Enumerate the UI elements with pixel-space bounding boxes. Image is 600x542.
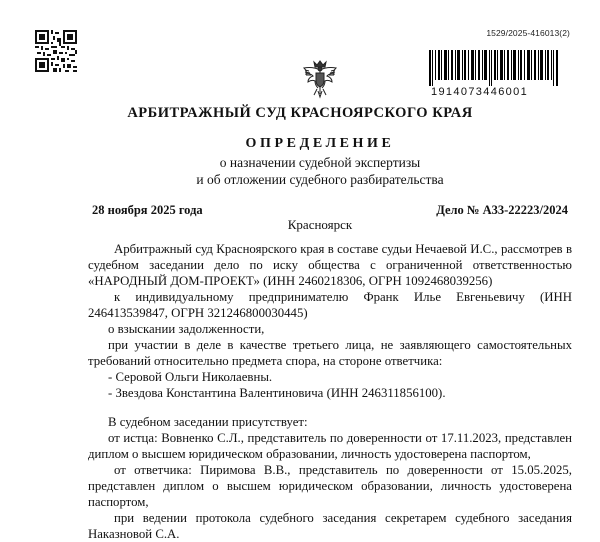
paragraph-defendant-rep: от ответчика: Пиримова В.В., представитель по доверенности от 15.05.2025, представлен диплом о высшем юридическом образовании, личность удостоверена паспортом, xyxy=(88,463,572,509)
coat-of-arms-icon xyxy=(300,58,340,100)
document-subtitle-line2: и об отложении судебного разбирательства xyxy=(196,172,444,187)
document-date: 28 ноября 2025 года xyxy=(92,203,203,217)
qr-code-icon xyxy=(35,30,77,72)
document-subtitle-line1: о назначении судебной экспертизы xyxy=(219,155,421,170)
document-body xyxy=(88,241,572,542)
document-title: ОПРЕДЕЛЕНИЕ xyxy=(245,136,395,151)
paragraph-attendance-heading: В судебном заседании присутствует: xyxy=(108,415,308,429)
paragraph-gap xyxy=(88,401,572,414)
court-name: АРБИТРАЖНЫЙ СУД КРАСНОЯРСКОГО КРАЯ xyxy=(127,105,473,121)
paragraph-third-party-1: - Серовой Ольги Николаевны. xyxy=(108,370,273,384)
paragraph-claim: о взыскании задолженности, xyxy=(108,322,265,336)
city: Красноярск xyxy=(287,217,353,232)
barcode-icon xyxy=(429,50,558,86)
paragraph-third-party: при участии в деле в качестве третьего лица, не заявляющего самостоятельных требований относительно предмета спора, на стороне ответчика: xyxy=(88,338,572,368)
document-id: 1529/2025-416013(2) xyxy=(486,28,570,38)
case-number: Дело № А33-22223/2024 xyxy=(436,203,568,217)
paragraph-defendant: к индивидуальному предпринимателю Франк Илье Евгеньевичу (ИНН 246413539847, ОГРН 321246800030445) xyxy=(88,290,572,320)
paragraph-secretary: при ведении протокола судебного заседания секретарем судебного заседания Наказновой С.А. xyxy=(88,511,572,541)
paragraph-third-party-2: - Звездова Константина Валентиновича (ИНН 246311856100). xyxy=(108,386,446,400)
paragraph-plaintiff-rep: от истца: Вовненко С.Л., представитель по доверенности от 17.11.2023, представлен диплом о высшем юридическом образовании, личность удостоверена паспортом, xyxy=(88,431,572,461)
barcode-number: 1914073446001 xyxy=(431,86,529,98)
paragraph-court-composition: Арбитражный суд Красноярского края в составе судьи Нечаевой И.С., рассмотрев в судебном заседании дело по иску общества с ограниченной ответственностью «НАРОДНЫЙ ДОМ-ПРОЕКТ» (ИНН 2460218306, ОГРН 1092468039256) xyxy=(88,242,572,288)
